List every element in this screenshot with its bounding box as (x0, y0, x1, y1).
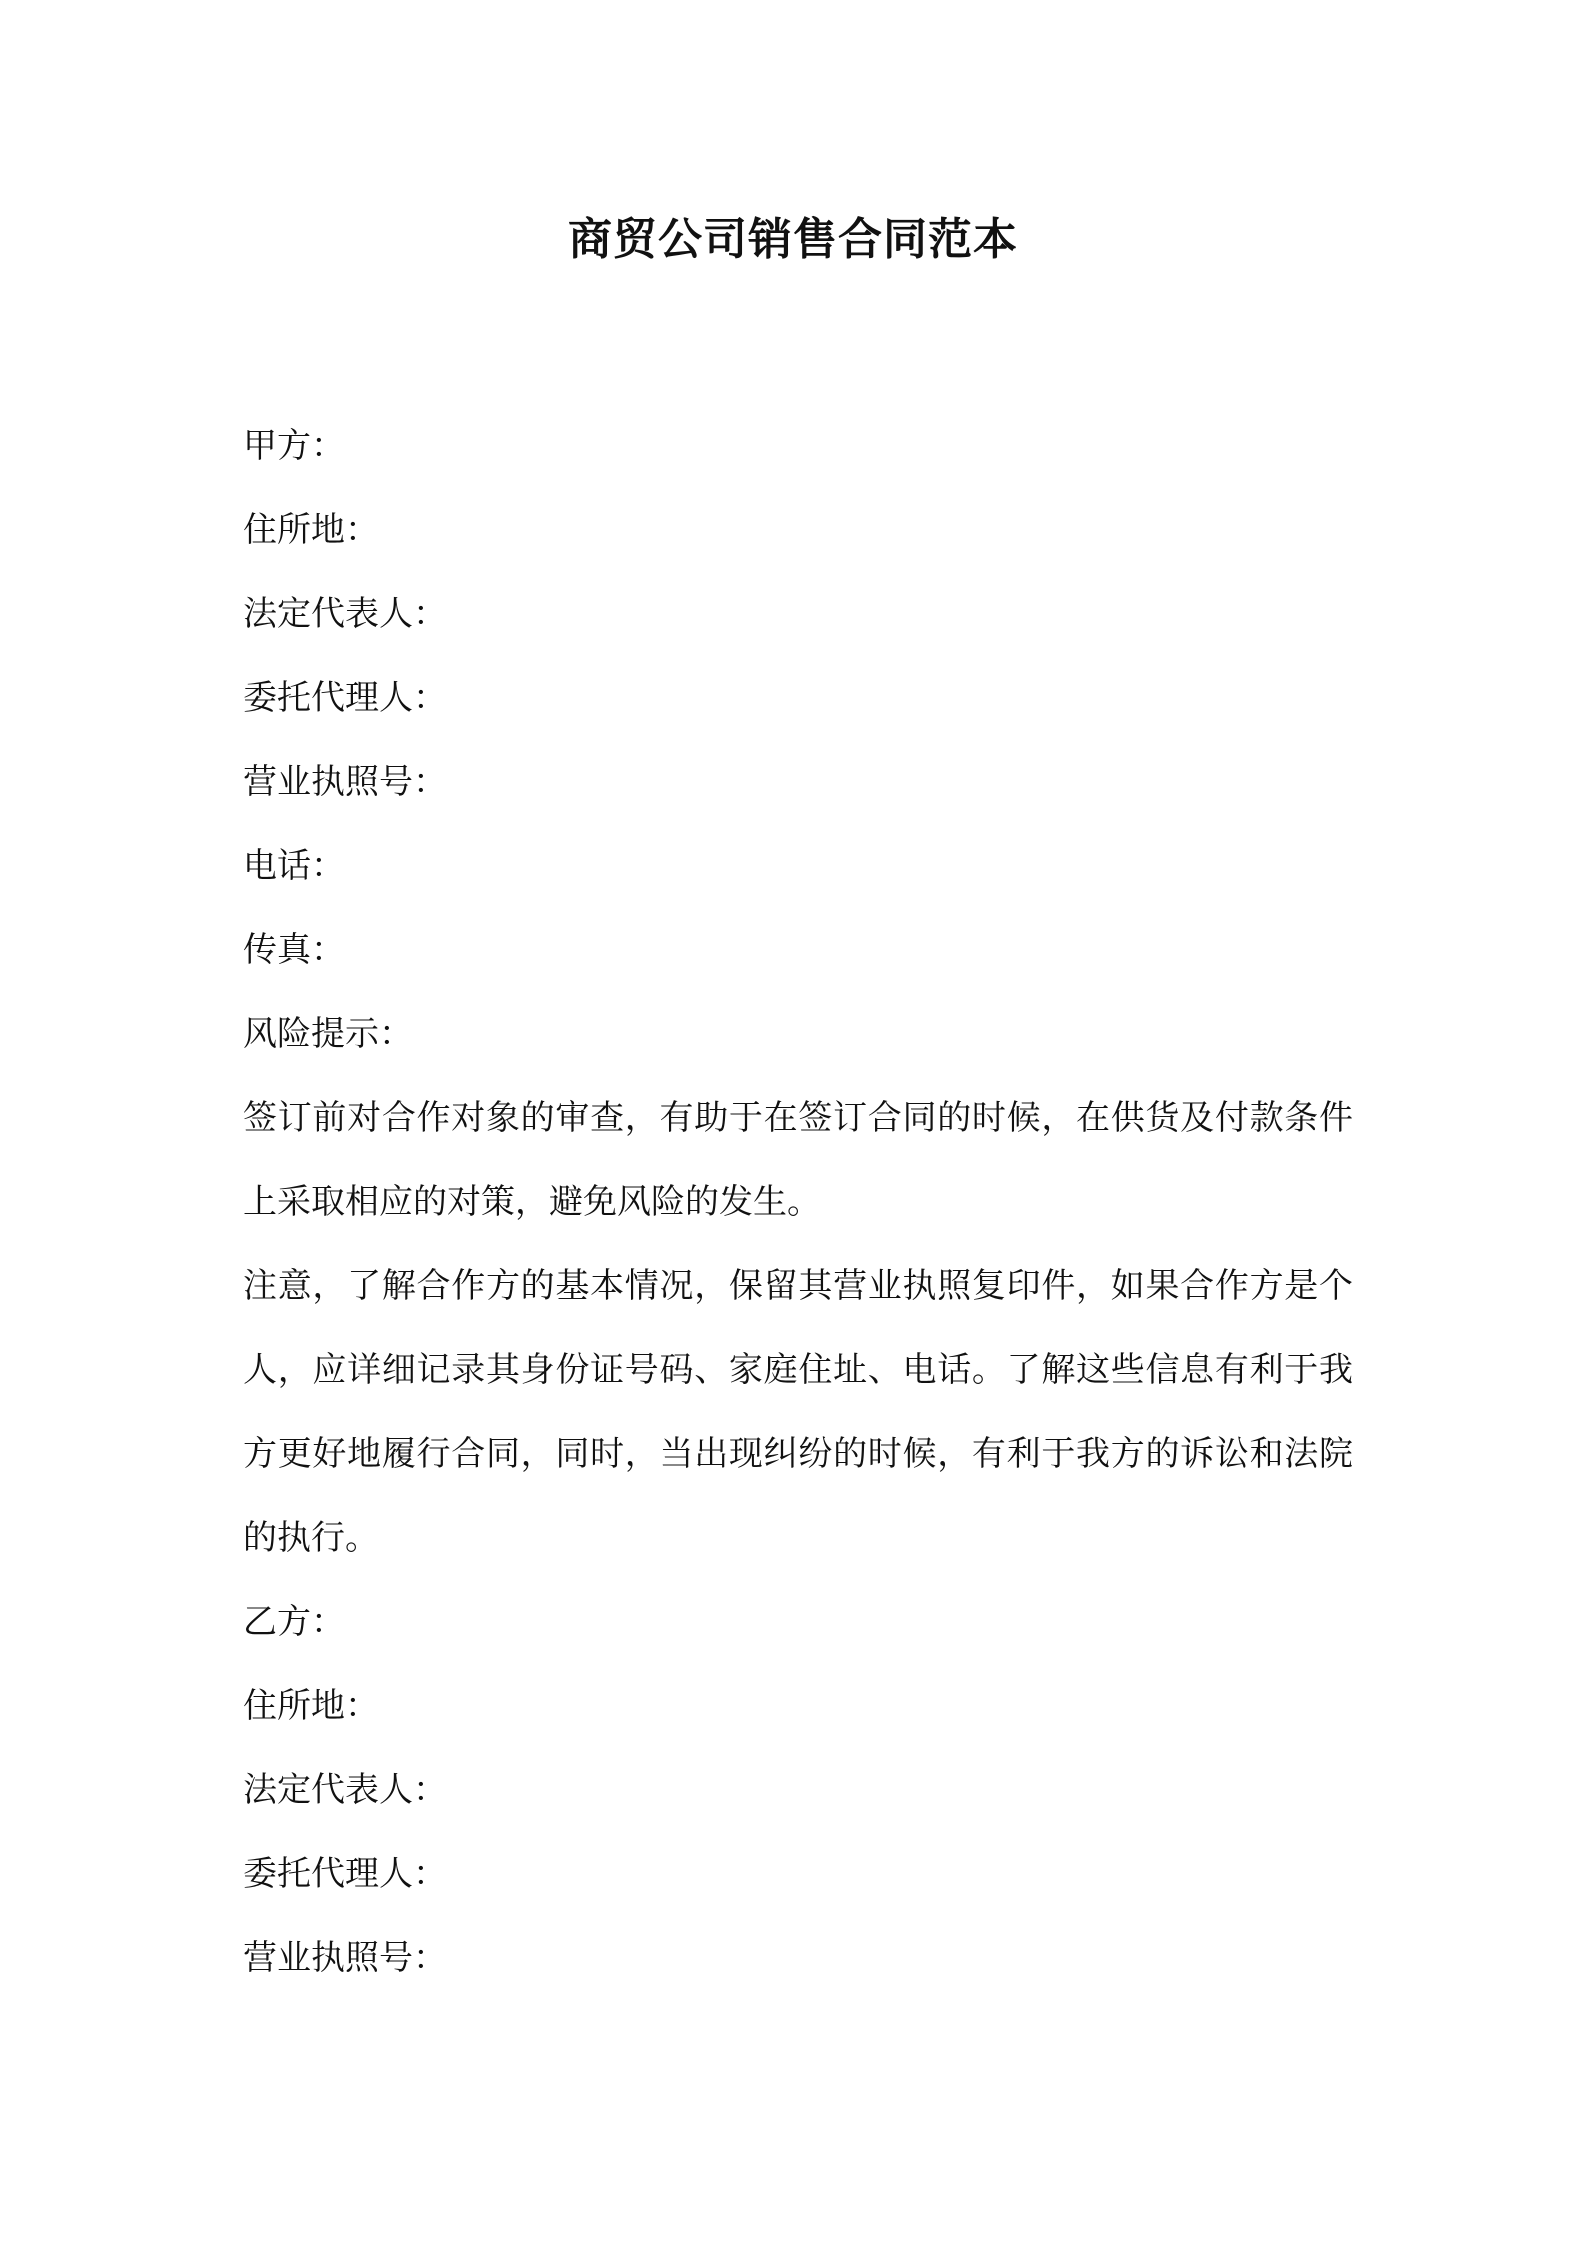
document-body (243, 404, 1353, 2000)
risk-paragraph-1: 签订前对合作对象的审查，有助于在签订合同的时候，在供货及付款条件上采取相应的对策，避免风险的发生。 (243, 1098, 1353, 1222)
risk-heading: 风险提示： (243, 1014, 413, 1054)
party-a-label: 甲方： (243, 426, 345, 466)
risk-paragraph-2: 注意，了解合作方的基本情况，保留其营业执照复印件，如果合作方是个人，应详细记录其身份证号码、家庭住址、电话。了解这些信息有利于我方更好地履行合同，同时，当出现纠纷的时候，有利于我方的诉讼和法院的执行。 (243, 1266, 1353, 1558)
document-title: 商贸公司销售合同范本 (568, 214, 1018, 265)
party-b-agent: 委托代理人： (243, 1854, 447, 1894)
party-a-legal-rep: 法定代表人： (243, 594, 447, 634)
party-b-license: 营业执照号： (243, 1938, 447, 1978)
party-a-agent: 委托代理人： (243, 678, 447, 718)
party-a-fax: 传真： (243, 930, 345, 970)
party-a-license: 营业执照号： (243, 762, 447, 802)
party-a-phone: 电话： (243, 846, 345, 886)
party-a-address: 住所地： (243, 510, 379, 550)
party-b-address: 住所地： (243, 1686, 379, 1726)
party-b-legal-rep: 法定代表人： (243, 1770, 447, 1810)
party-b-label: 乙方： (243, 1602, 345, 1642)
